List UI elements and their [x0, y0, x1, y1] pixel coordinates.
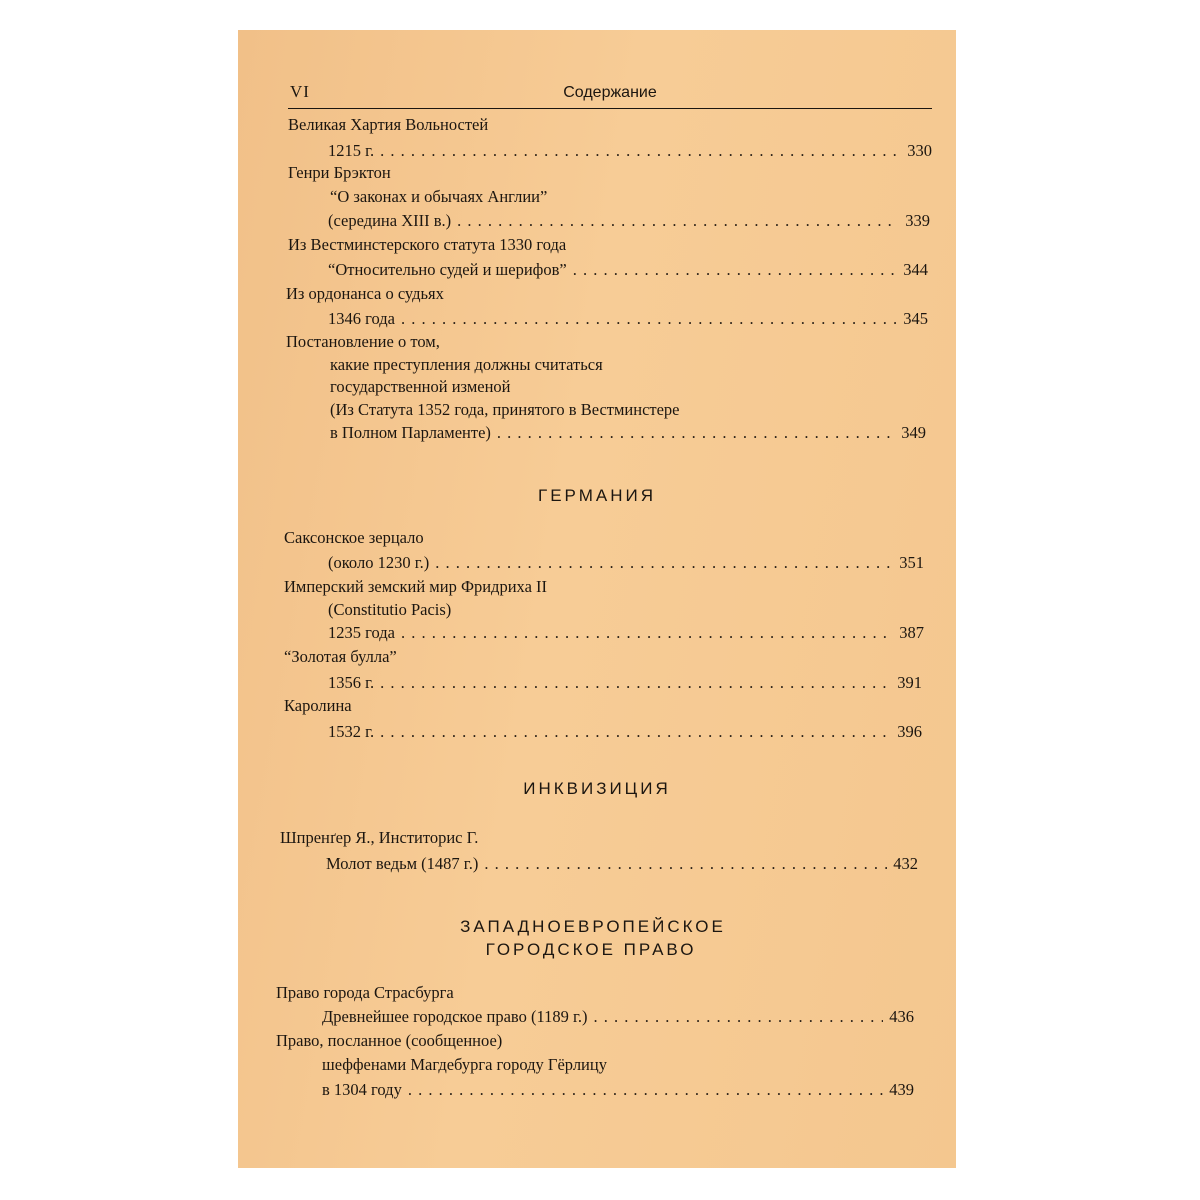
dot-leader: [435, 552, 893, 574]
toc-page-number: 345: [903, 309, 928, 328]
toc-page-number: 387: [899, 623, 924, 642]
toc-entry-last-line: [328, 210, 930, 232]
toc-entry-title: Имперский земский мир Фридриха II: [284, 577, 548, 596]
toc-entry-last-line: [328, 308, 928, 330]
toc-entry-title: Из ордонанса о судьях: [286, 284, 444, 303]
toc-entry-text: в 1304 году: [322, 1080, 402, 1099]
toc-entry-last-line: [326, 853, 918, 875]
section-heading: ГОРОДСКОЕ ПРАВО: [485, 940, 697, 959]
toc-entry-subtitle: (Constitutio Pacis): [328, 600, 452, 619]
toc-entry-text: 1235 года: [328, 623, 395, 642]
page-number: VI: [290, 82, 310, 101]
toc-entry-text: Древнейшее городское право (1189 г.): [322, 1007, 588, 1026]
toc-entry-title: Саксонское зерцало: [284, 528, 424, 547]
toc-page-number: 344: [903, 260, 928, 279]
toc-page-number: 396: [897, 722, 922, 741]
toc-entry-title: Из Вестминстерского статута 1330 года: [288, 235, 567, 254]
toc-entry-last-line: [322, 1006, 914, 1028]
toc-entry-text: (середина XIII в.): [328, 211, 452, 230]
page-header: [288, 78, 932, 109]
running-title: Содержание: [563, 84, 657, 101]
toc-page-number: 351: [899, 553, 924, 572]
dot-leader: [594, 1006, 884, 1028]
toc-entry-subtitle: “О законах и обычаях Англии”: [330, 187, 548, 206]
toc-entry-title: “Золотая булла”: [284, 647, 397, 666]
dot-leader: [401, 622, 893, 644]
toc-entry-last-line: [328, 672, 922, 694]
toc-entry-subtitle: (Из Статута 1352 года, принятого в Вестминстере: [330, 400, 680, 419]
toc-entry-title: Каролина: [284, 696, 352, 715]
toc-entry-title: Постановление о том,: [286, 332, 440, 351]
toc-entry-last-line: [330, 422, 926, 444]
toc-page-number: 436: [889, 1007, 914, 1026]
dot-leader: [573, 259, 898, 281]
toc-page-number: 432: [893, 854, 918, 873]
toc-page-number: 339: [905, 211, 930, 230]
toc-entry-last-line: [328, 552, 924, 574]
book-page: [238, 30, 956, 1168]
dot-leader: [408, 1079, 883, 1101]
dot-leader: [457, 210, 899, 232]
dot-leader: [484, 853, 887, 875]
toc-page-number: 391: [897, 673, 922, 692]
toc-entry-last-line: [322, 1079, 914, 1101]
toc-entry-subtitle: какие преступления должны считаться: [330, 355, 603, 374]
toc-entry-title: Генри Брэктон: [288, 163, 391, 182]
toc-page-number: 439: [889, 1080, 914, 1099]
toc-entry-subtitle: государственной изменой: [330, 377, 511, 396]
dot-leader: [380, 672, 891, 694]
toc-entry-title: Великая Хартия Вольностей: [288, 115, 489, 134]
toc-entry-title: Право, посланное (сообщенное): [276, 1031, 503, 1050]
dot-leader: [497, 422, 895, 444]
section-heading: ГЕРМАНИЯ: [538, 486, 656, 505]
dot-leader: [380, 721, 891, 743]
toc-entry-text: 1215 г.: [328, 141, 375, 160]
toc-entry-title: Право города Страсбурга: [276, 983, 454, 1002]
toc-entry-title: Шпренґер Я., Инститорис Г.: [280, 828, 479, 847]
section-heading: ЗАПАДНОЕВРОПЕЙСКОЕ: [460, 917, 726, 936]
dot-leader: [401, 308, 897, 330]
toc-entry-text: 1356 г.: [328, 673, 375, 692]
toc-entry-text: в Полном Парламенте): [330, 423, 491, 442]
toc-entry-text: 1532 г.: [328, 722, 375, 741]
toc-page-number: 349: [901, 423, 926, 442]
toc-entry-last-line: [328, 140, 932, 162]
section-heading: ИНКВИЗИЦИЯ: [523, 779, 671, 798]
toc-entry-subtitle: шеффенами Магдебурга городу Гёрлицу: [322, 1055, 607, 1074]
toc-entry-text: Молот ведьм (1487 г.): [326, 854, 479, 873]
toc-entry-last-line: [328, 622, 924, 644]
toc-entry-text: “Относительно судей и шерифов”: [328, 260, 567, 279]
toc-entry-text: (около 1230 г.): [328, 553, 430, 572]
toc-entry-text: 1346 года: [328, 309, 395, 328]
toc-page-number: 330: [907, 141, 932, 160]
dot-leader: [380, 140, 901, 162]
toc-entry-last-line: [328, 721, 922, 743]
toc-entry-last-line: [328, 259, 928, 281]
